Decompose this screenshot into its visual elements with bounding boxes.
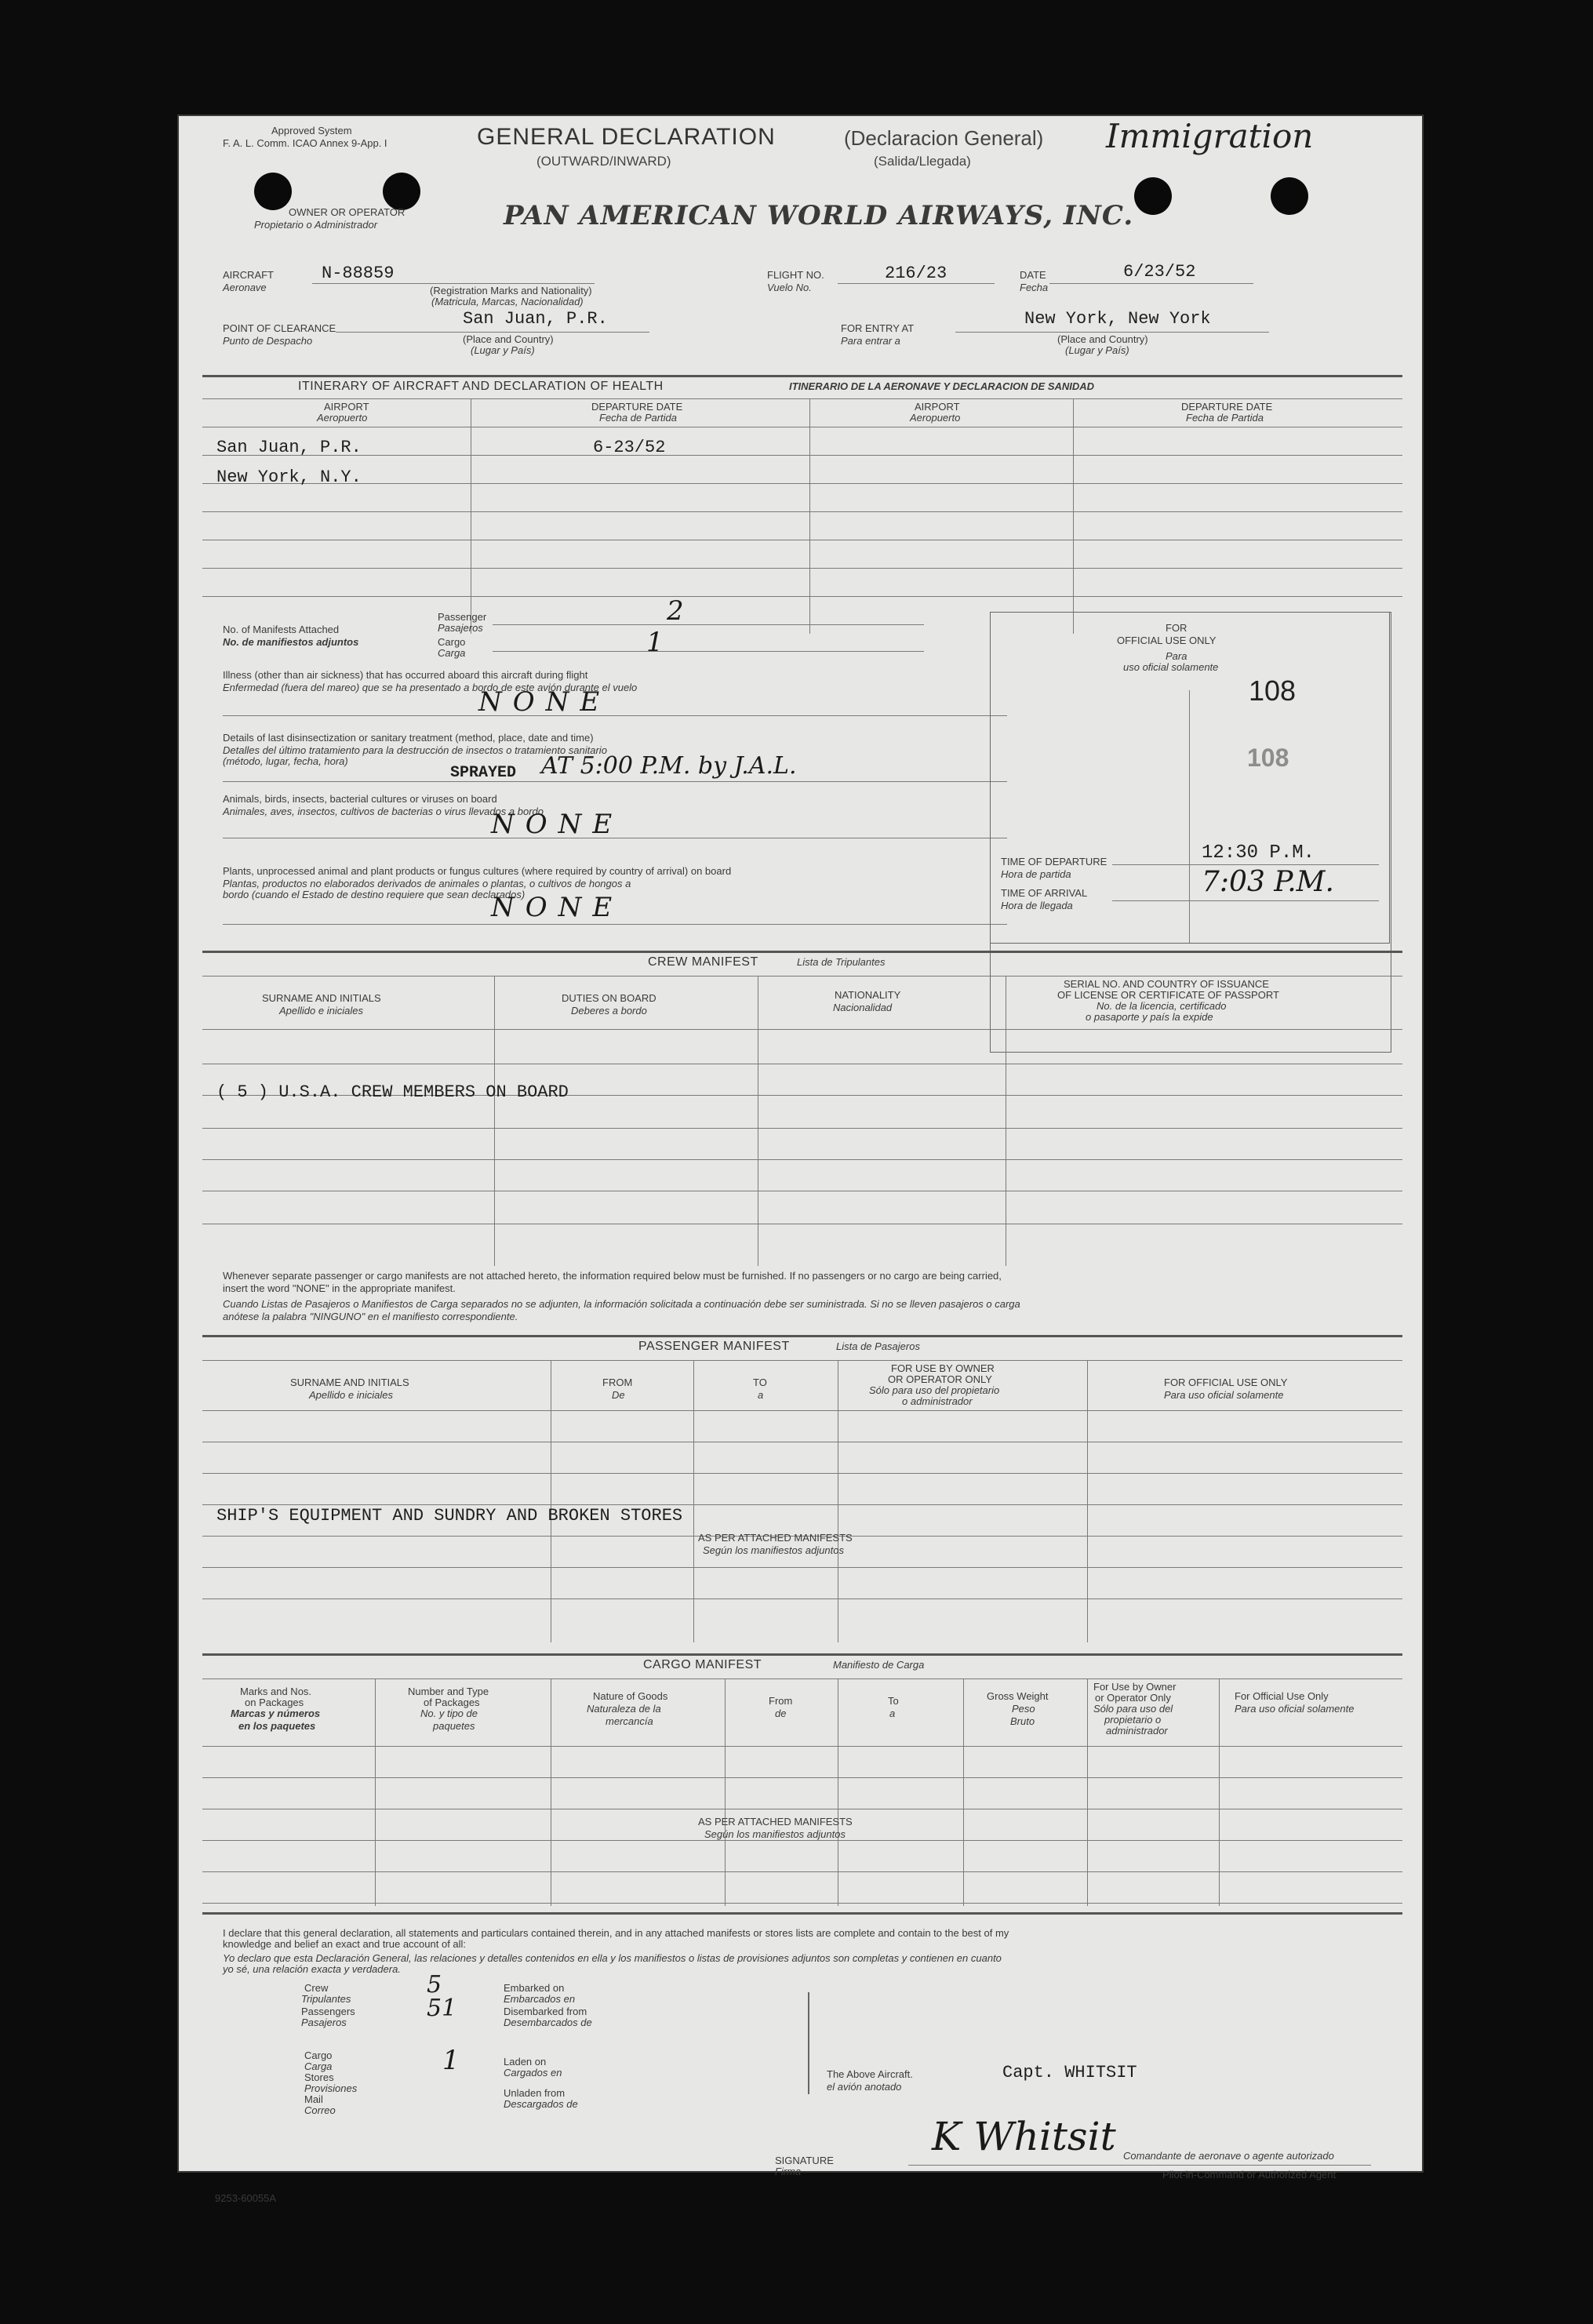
punch-hole xyxy=(383,173,420,210)
unladen-label-es: Descargados de xyxy=(504,2098,578,2110)
signature-label: SIGNATURE xyxy=(775,2155,834,2166)
col-departure-es: Fecha de Partida xyxy=(599,412,678,424)
crew-label: Crew xyxy=(304,1982,329,1994)
place-country-note-2: (Place and Country) xyxy=(1057,333,1148,345)
entry-label-es: Para entrar a xyxy=(841,335,900,347)
cargo-col-number-es: No. y tipo de xyxy=(420,1708,478,1719)
cargo-title-es: Manifiesto de Carga xyxy=(833,1659,925,1671)
passenger-col-from-es: De xyxy=(612,1389,625,1401)
crew-col-nationality: NATIONALITY xyxy=(835,989,901,1001)
official-title-es-2: uso oficial solamente xyxy=(1123,661,1219,673)
commander-label: Pilot-in-Command or Authorized Agent xyxy=(1162,2169,1337,2180)
itinerary-row: San Juan, P.R. xyxy=(216,438,362,457)
cargo-col-marks: Marks and Nos. xyxy=(240,1686,312,1697)
passenger-label-es: Pasajeros xyxy=(438,622,483,634)
punch-hole xyxy=(254,173,292,210)
passenger-label: Passenger xyxy=(438,611,487,623)
flight-no-value: 216/23 xyxy=(885,264,947,283)
clearance-label: POINT OF CLEARANCE xyxy=(223,322,336,334)
cargo-col-from-es: de xyxy=(775,1708,787,1719)
official-title-es: Para xyxy=(1166,650,1187,662)
cargo-col-number-2: of Packages xyxy=(424,1697,480,1708)
form-title-es-sub: (Salida/Llegada) xyxy=(874,154,971,169)
aircraft-label: AIRCRAFT xyxy=(223,269,274,281)
declaration-en: I declare that this general declaration, all statements and particulars contained therein, and in any attached manifests or stores lists are complete and contain to the best of my xyxy=(223,1927,1009,1939)
mail-label-es: Correo xyxy=(304,2104,336,2116)
cargo-col-number-es-2: paquetes xyxy=(433,1720,475,1732)
crew-col-name-es: Apellido e iniciales xyxy=(279,1005,363,1017)
handwritten-note: Immigration xyxy=(1106,117,1314,155)
col-airport: AIRPORT xyxy=(324,401,369,413)
passenger-count: 51 xyxy=(427,1995,457,2022)
animals-label-es: Animales, aves, insectos, cultivos de bacterias o virus llevados a bordo xyxy=(223,806,544,817)
cargo-col-from: From xyxy=(769,1695,793,1707)
col-airport-es-2: Aeropuerto xyxy=(910,412,961,424)
disinsect-label: Details of last disinsectization or sanitary treatment (method, place, date and time) xyxy=(223,732,594,744)
passenger-col-owner-2: OR OPERATOR ONLY xyxy=(888,1373,992,1385)
mail-label: Mail xyxy=(304,2093,323,2105)
aircraft-value: N-88859 xyxy=(322,264,395,283)
passenger-col-owner-es: Sólo para uso del propietario xyxy=(869,1384,1000,1396)
crew-col-nationality-es: Nacionalidad xyxy=(833,1002,893,1013)
disembarked-label: Disembarked from xyxy=(504,2006,587,2017)
signature-label-es: Firma xyxy=(775,2166,802,2177)
itinerary-title-es: ITINERARIO DE LA AERONAVE Y DECLARACION DE SANIDAD xyxy=(789,380,1095,392)
disinsect-typed: SPRAYED xyxy=(450,764,517,782)
crew-col-duties-es: Deberes a bordo xyxy=(571,1005,647,1017)
official-title: FOR xyxy=(1166,622,1187,634)
official-number-stamp: 108 xyxy=(1247,744,1289,772)
illness-label: Illness (other than air sickness) that has occurred aboard this aircraft during flight xyxy=(223,669,588,681)
passengers-label-es: Pasajeros xyxy=(301,2017,347,2028)
cargo-col-weight-es-2: Bruto xyxy=(1010,1715,1035,1727)
captain-signature: K Whitsit xyxy=(932,2114,1116,2159)
disinsect-label-es-2: (método, lugar, fecha, hora) xyxy=(223,755,348,767)
date-label: DATE xyxy=(1020,269,1046,281)
cargo-label-es: Carga xyxy=(304,2060,333,2072)
manifests-label: No. of Manifests Attached xyxy=(223,624,340,635)
departure-time-value: 12:30 P.M. xyxy=(1202,842,1315,864)
date-label-es: Fecha xyxy=(1020,282,1049,293)
declaration-es-2: yo sé, una relación exacta y verdadera. xyxy=(223,1963,401,1975)
cargo-count: 1 xyxy=(442,2045,460,2076)
passengers-label: Passengers xyxy=(301,2006,355,2017)
flight-no-label-es: Vuelo No. xyxy=(767,282,812,293)
itinerary-row: New York, N.Y. xyxy=(216,467,362,487)
passenger-title-es: Lista de Pasajeros xyxy=(836,1340,920,1352)
place-country-note: (Place and Country) xyxy=(463,333,554,345)
place-country-note-es-2: (Lugar y País) xyxy=(1065,344,1129,356)
col-departure-2: DEPARTURE DATE xyxy=(1181,401,1273,413)
passenger-col-owner-es-2: o administrador xyxy=(902,1395,973,1407)
cargo-attached-es: Según los manifiestos adjuntos xyxy=(704,1828,846,1840)
official-title-2: OFFICIAL USE ONLY xyxy=(1117,635,1217,646)
crew-label-es: Tripulantes xyxy=(301,1993,351,2005)
col-departure: DEPARTURE DATE xyxy=(591,401,683,413)
form-title-es: (Declaracion General) xyxy=(844,126,1044,150)
passenger-col-official: FOR OFFICIAL USE ONLY xyxy=(1164,1377,1288,1388)
disinsect-handwritten: AT 5:00 P.M. by J.A.L. xyxy=(541,752,797,780)
cargo-col-nature: Nature of Goods xyxy=(593,1690,668,1702)
laden-label-es: Cargados en xyxy=(504,2067,562,2079)
col-airport-2: AIRPORT xyxy=(915,401,960,413)
cargo-col-owner-es: Sólo para uso del xyxy=(1093,1703,1173,1715)
passenger-col-official-es: Para uso oficial solamente xyxy=(1164,1389,1284,1401)
plants-value: NONE xyxy=(491,892,624,923)
cargo-col-to: To xyxy=(888,1695,899,1707)
place-country-note-es: (Lugar y País) xyxy=(471,344,535,356)
cargo-col-official-es: Para uso oficial solamente xyxy=(1235,1703,1355,1715)
illness-label-es: Enfermedad (fuera del mareo) que se ha presentado a bordo de este avión durante el vuelo xyxy=(223,682,638,693)
manifests-label-es: No. de manifiestos adjuntos xyxy=(223,636,359,648)
owner-label: OWNER OR OPERATOR xyxy=(289,206,406,218)
plants-label: Plants, unprocessed animal and plant products or fungus cultures (where required by country of arrival) on board xyxy=(223,865,732,877)
crew-entry: ( 5 ) U.S.A. CREW MEMBERS ON BOARD xyxy=(216,1082,569,1102)
crew-title-es: Lista de Tripulantes xyxy=(797,956,886,968)
owner-label-es: Propietario o Administrador xyxy=(254,219,378,231)
flight-no-label: FLIGHT NO. xyxy=(767,269,824,281)
cargo-col-marks-es: Marcas y números xyxy=(231,1708,321,1719)
cargo-col-weight: Gross Weight xyxy=(987,1690,1049,1702)
plants-label-es-2: bordo (cuando el Estado de destino requiere que sean declarados) xyxy=(223,889,526,900)
entry-label: FOR ENTRY AT xyxy=(841,322,915,334)
cargo-col-owner-es-2: propietario o xyxy=(1104,1714,1162,1726)
declaration-en-2: knowledge and belief an exact and true account of all: xyxy=(223,1938,467,1950)
notice-es-2: anótese la palabra "NINGUNO" en el manifiesto correspondiente. xyxy=(223,1311,518,1322)
cargo-label: Cargo xyxy=(438,636,466,648)
cargo-manifest-count: 1 xyxy=(646,627,664,658)
cargo-col-nature-es-2: mercancía xyxy=(606,1715,653,1727)
col-airport-es: Aeropuerto xyxy=(317,412,368,424)
crew-col-serial-es-2: o pasaporte y país la expide xyxy=(1086,1011,1213,1023)
notice-en-2: insert the word "NONE" in the appropriate manifest. xyxy=(223,1282,456,1294)
itinerary-departure-date: 6-23/52 xyxy=(593,438,666,457)
itinerary-title: ITINERARY OF AIRCRAFT AND DECLARATION OF HEALTH xyxy=(298,380,664,393)
clearance-label-es: Punto de Despacho xyxy=(223,335,313,347)
cargo-label-es: Carga xyxy=(438,647,466,659)
clearance-value: San Juan, P.R. xyxy=(463,309,608,329)
crew-count: 5 xyxy=(427,1971,442,1998)
crew-col-name: SURNAME AND INITIALS xyxy=(262,992,381,1004)
cargo-col-marks-2: on Packages xyxy=(245,1697,304,1708)
cargo-col-owner-es-3: administrador xyxy=(1106,1725,1168,1737)
arrival-time-label: TIME OF ARRIVAL xyxy=(1001,887,1088,899)
commander-label-es: Comandante de aeronave o agente autorizado xyxy=(1123,2150,1334,2162)
notice-en: Whenever separate passenger or cargo manifests are not attached hereto, the information required below must be furnished. If no passengers or no cargo are being carried, xyxy=(223,1270,1002,1282)
animals-value: NONE xyxy=(491,809,624,840)
stores-label-es: Provisiones xyxy=(304,2082,358,2094)
cargo-col-owner: For Use by Owner xyxy=(1093,1681,1177,1693)
cargo-label: Cargo xyxy=(304,2049,333,2061)
disembarked-label-es: Desembarcados de xyxy=(504,2017,592,2028)
aircraft-label-es: Aeronave xyxy=(223,282,267,293)
crew-col-serial-2: OF LICENSE OR CERTIFICATE OF PASSPORT xyxy=(1057,989,1279,1001)
operator-name: PAN AMERICAN WORLD AIRWAYS, INC. xyxy=(504,200,1134,231)
embarked-label-es: Embarcados en xyxy=(504,1993,576,2005)
cargo-col-number: Number and Type xyxy=(408,1686,489,1697)
stores-label: Stores xyxy=(304,2071,334,2083)
above-aircraft-label-es: el avión anotado xyxy=(827,2081,902,2093)
registration-note-es: (Matricula, Marcas, Nacionalidad) xyxy=(431,296,584,307)
passenger-col-name-es: Apellido e iniciales xyxy=(309,1389,393,1401)
passenger-manifest-count: 2 xyxy=(667,595,684,627)
crew-title: CREW MANIFEST xyxy=(648,955,758,969)
punch-hole xyxy=(1134,177,1172,215)
official-number: 108 xyxy=(1249,675,1297,707)
passenger-attached-es: Según los manifiestos adjuntos xyxy=(703,1544,844,1556)
passenger-col-owner: FOR USE BY OWNER xyxy=(891,1362,995,1374)
cargo-col-official: For Official Use Only xyxy=(1235,1690,1329,1702)
form-title: GENERAL DECLARATION xyxy=(477,124,776,150)
passenger-attached: AS PER ATTACHED MANIFESTS xyxy=(698,1532,853,1544)
arrival-time-value: 7:03 P.M. xyxy=(1202,866,1334,898)
cargo-col-weight-es: Peso xyxy=(1012,1703,1035,1715)
cargo-title: CARGO MANIFEST xyxy=(643,1658,762,1671)
passenger-col-from: FROM xyxy=(602,1377,633,1388)
laden-label: Laden on xyxy=(504,2056,547,2068)
animals-label: Animals, birds, insects, bacterial cultures or viruses on board xyxy=(223,793,497,805)
departure-time-label: TIME OF DEPARTURE xyxy=(1001,856,1107,867)
passenger-entry: SHIP'S EQUIPMENT AND SUNDRY AND BROKEN STORES xyxy=(216,1506,683,1526)
illness-value: NONE xyxy=(478,686,611,718)
col-departure-es-2: Fecha de Partida xyxy=(1186,412,1264,424)
embarked-label: Embarked on xyxy=(504,1982,565,1994)
form-title-sub: (OUTWARD/INWARD) xyxy=(536,154,671,169)
arrival-time-label-es: Hora de llegada xyxy=(1001,900,1073,911)
crew-col-serial-es: No. de la licencia, certificado xyxy=(1097,1000,1227,1012)
declaration-form xyxy=(179,116,1422,2204)
fal-reference: F. A. L. Comm. ICAO Annex 9-App. I xyxy=(223,137,387,149)
captain-name: Capt. WHITSIT xyxy=(1002,2063,1137,2082)
passenger-col-to: TO xyxy=(753,1377,767,1388)
crew-col-duties: DUTIES ON BOARD xyxy=(562,992,656,1004)
crew-col-serial: SERIAL NO. AND COUNTRY OF ISSUANCE xyxy=(1064,978,1269,990)
unladen-label: Unladen from xyxy=(504,2087,566,2099)
plants-label-es: Plantas, productos no elaborados derivados de animales o plantas, o cultivos de hongos a xyxy=(223,878,631,889)
registration-note: (Registration Marks and Nationality) xyxy=(430,285,592,296)
cargo-col-marks-es-2: en los paquetes xyxy=(238,1720,316,1732)
notice-es: Cuando Listas de Pasajeros o Manifiestos de Carga separados no se adjunten, la información solicitada a continuación debe ser suministrada. Si no se lleven pasajeros o carga xyxy=(223,1298,1020,1310)
declaration-es: Yo declaro que esta Declaración General, las relaciones y detalles contenidos en ella y los manifiestos o listas de provisiones adjuntos son completas y contienen en cuanto xyxy=(223,1952,1002,1964)
above-aircraft-label: The Above Aircraft. xyxy=(827,2068,913,2080)
date-value: 6/23/52 xyxy=(1123,262,1196,282)
passenger-col-to-es: a xyxy=(758,1389,764,1401)
passenger-col-name: SURNAME AND INITIALS xyxy=(290,1377,409,1388)
passenger-title: PASSENGER MANIFEST xyxy=(638,1340,790,1353)
cargo-col-nature-es: Naturaleza de la xyxy=(587,1703,661,1715)
disinsect-label-es: Detalles del último tratamiento para la destrucción de insectos o tratamiento sanitario xyxy=(223,744,607,756)
departure-time-label-es: Hora de partida xyxy=(1001,868,1071,880)
cargo-col-owner-2: or Operator Only xyxy=(1095,1692,1171,1704)
punch-hole xyxy=(1271,177,1308,215)
approved-system: Approved System xyxy=(271,125,352,136)
cargo-attached: AS PER ATTACHED MANIFESTS xyxy=(698,1816,853,1828)
form-number: 9253-60055A xyxy=(215,2192,277,2204)
entry-value: New York, New York xyxy=(1024,309,1211,329)
cargo-col-to-es: a xyxy=(889,1708,896,1719)
